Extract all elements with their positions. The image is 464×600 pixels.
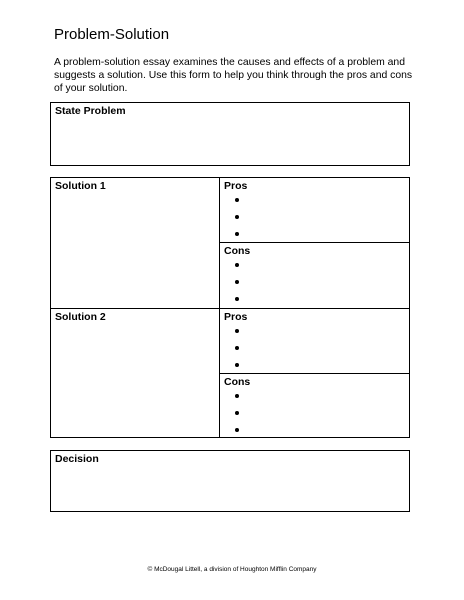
bullet-icon bbox=[235, 297, 239, 301]
solution-2-pros-label: Pros bbox=[224, 311, 248, 323]
bullet-icon bbox=[235, 428, 239, 432]
solution-1-cons-label: Cons bbox=[224, 245, 251, 257]
decision-box[interactable] bbox=[50, 450, 410, 512]
bullet-icon bbox=[235, 346, 239, 350]
intro-paragraph: A problem-solution essay examines the causes and effects of a problem and suggests a solution. Use this form to help you think through the pros and cons of your solution. bbox=[54, 57, 413, 94]
solutions-table bbox=[50, 177, 410, 438]
bullet-icon bbox=[235, 394, 239, 398]
solution-2-cons-label: Cons bbox=[224, 376, 251, 388]
solution-2-cons-cell[interactable] bbox=[220, 374, 409, 438]
solution-1-pros-label: Pros bbox=[224, 180, 248, 192]
solution-1-cell[interactable] bbox=[51, 178, 220, 308]
solution-2-cell[interactable] bbox=[51, 309, 220, 438]
page-title: Problem-Solution bbox=[54, 26, 170, 43]
bullet-icon bbox=[235, 215, 239, 219]
solution-1-label: Solution 1 bbox=[55, 180, 106, 192]
solution-1-pros-cell[interactable] bbox=[220, 178, 409, 243]
bullet-icon bbox=[235, 411, 239, 415]
state-problem-box[interactable] bbox=[50, 102, 410, 166]
solution-2-label: Solution 2 bbox=[55, 311, 106, 323]
copyright-footer: © McDougal Littell, a division of Houghton Mifflin Company bbox=[147, 566, 317, 573]
bullet-icon bbox=[235, 363, 239, 367]
decision-label: Decision bbox=[55, 453, 99, 465]
bullet-icon bbox=[235, 198, 239, 202]
solution-2-pros-cell[interactable] bbox=[220, 309, 409, 373]
bullet-icon bbox=[235, 329, 239, 333]
bullet-icon bbox=[235, 232, 239, 236]
bullet-icon bbox=[235, 280, 239, 284]
solution-1-cons-cell[interactable] bbox=[220, 243, 409, 308]
bullet-icon bbox=[235, 263, 239, 267]
state-problem-label: State Problem bbox=[55, 105, 126, 117]
